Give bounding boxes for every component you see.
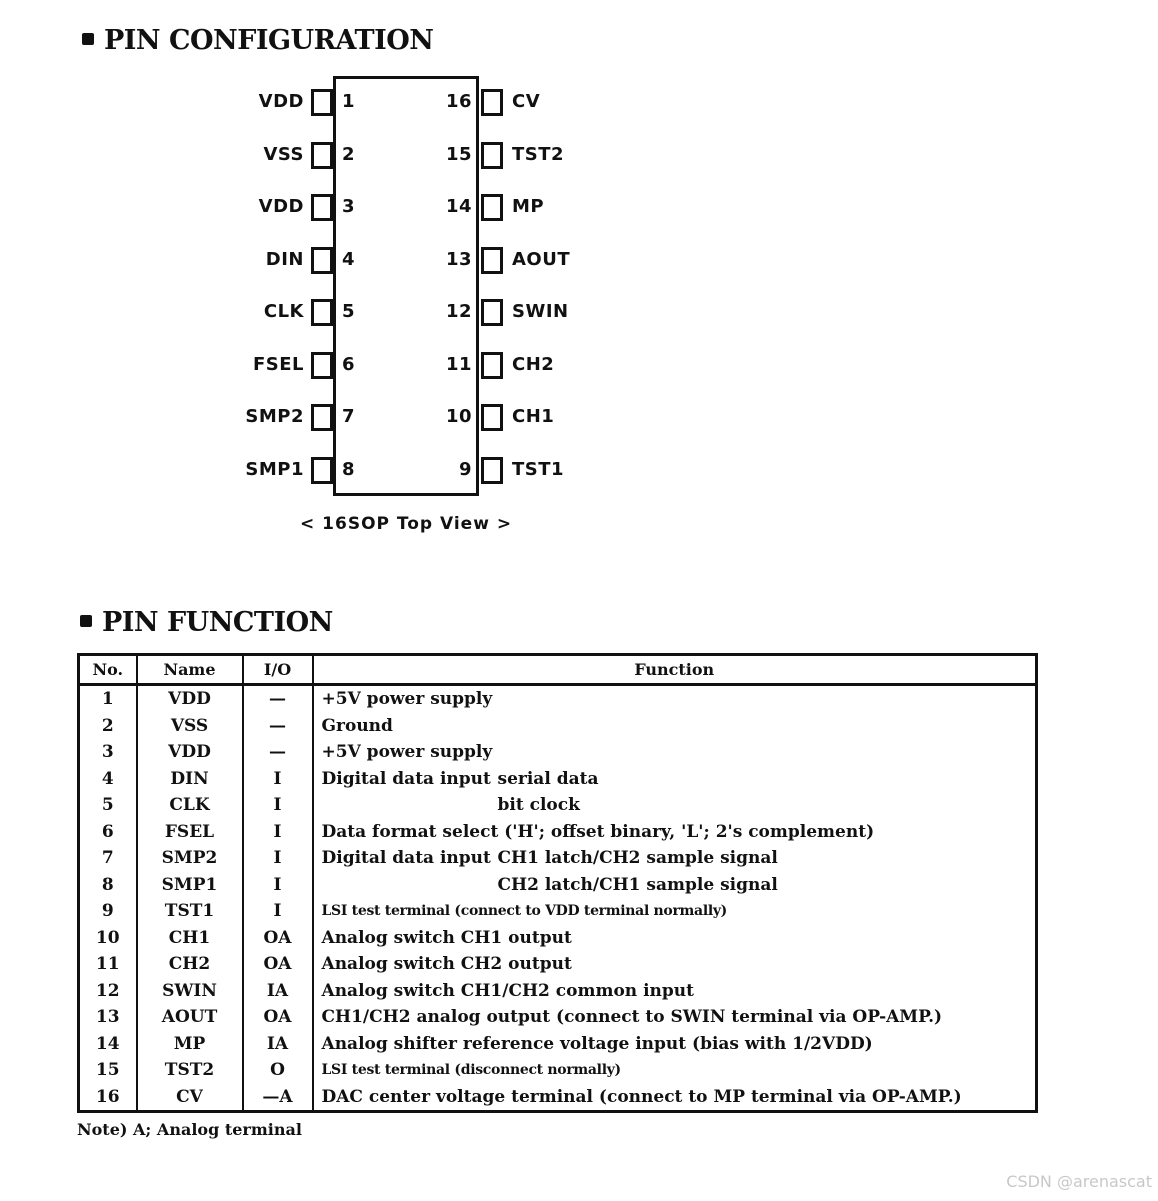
pin-1-number: 1 xyxy=(342,91,356,112)
pin-15-label: TST2 xyxy=(512,143,565,165)
cell-io: OA xyxy=(243,925,313,952)
pin-8-number: 8 xyxy=(342,458,356,480)
cell-no: 12 xyxy=(79,978,137,1005)
cell-function xyxy=(313,925,1037,952)
cell-function xyxy=(313,713,1037,740)
cell-name: FSEL xyxy=(137,819,243,846)
pin-10-lead xyxy=(481,404,503,431)
cell-name: CH1 xyxy=(137,925,243,952)
pin-7-number: 7 xyxy=(342,406,356,427)
cell-no: 13 xyxy=(79,1004,137,1031)
watermark: CSDN @arenascat xyxy=(1006,1172,1152,1191)
pin-6-label: FSEL xyxy=(252,353,304,375)
pin-16-lead xyxy=(481,89,503,116)
pin-1-label: VDD xyxy=(258,91,304,112)
cell-name: DIN xyxy=(137,766,243,793)
cell-function xyxy=(313,872,1037,899)
function-text: DAC center voltage terminal (connect to MP terminal via OP-AMP.) xyxy=(321,1086,962,1107)
pin-11-label: CH2 xyxy=(512,353,555,375)
cell-no: 10 xyxy=(79,925,137,952)
table-row xyxy=(79,1057,1037,1084)
pin-15-lead xyxy=(481,142,503,169)
function-text: +5V power supply xyxy=(321,689,493,710)
pin-11-number: 11 xyxy=(445,353,472,375)
cell-no: 7 xyxy=(79,845,137,872)
cell-no: 15 xyxy=(79,1057,137,1084)
pin-3-lead xyxy=(311,194,333,221)
cell-name: VSS xyxy=(137,713,243,740)
cell-name: CV xyxy=(137,1084,243,1112)
table-row xyxy=(79,872,1037,899)
cell-io: IA xyxy=(243,1031,313,1058)
pin-configuration-title: PIN CONFIGURATION xyxy=(82,27,433,54)
note: Note) A; Analog terminal xyxy=(77,1120,302,1139)
pin-2-lead xyxy=(311,142,333,169)
pin-2-label: VSS xyxy=(263,143,304,165)
cell-name: SMP1 xyxy=(137,872,243,899)
cell-io: I xyxy=(243,845,313,872)
function-detail: bit clock xyxy=(497,795,580,816)
pin-15-number: 15 xyxy=(445,143,472,165)
cell-no: 9 xyxy=(79,898,137,925)
function-text: LSI test terminal (disconnect normally) xyxy=(321,1062,621,1079)
pin-function-table xyxy=(77,653,1038,1113)
header-no: No. xyxy=(79,655,137,685)
pin-2-number: 2 xyxy=(342,143,356,165)
pin-4-lead xyxy=(311,247,333,274)
pin-9-label: TST1 xyxy=(512,458,565,480)
cell-name: MP xyxy=(137,1031,243,1058)
table-row xyxy=(79,766,1037,793)
pin-12-lead xyxy=(481,299,503,326)
pin-4-label: DIN xyxy=(265,248,304,270)
cell-name: AOUT xyxy=(137,1004,243,1031)
table-row xyxy=(79,713,1037,740)
cell-no: 11 xyxy=(79,951,137,978)
function-text: Data format select ('H'; offset binary, 'L'; 2's complement) xyxy=(321,821,875,842)
cell-io: OA xyxy=(243,951,313,978)
pin-function-title: PIN FUNCTION xyxy=(80,609,333,636)
cell-name: SMP2 xyxy=(137,845,243,872)
cell-no: 8 xyxy=(79,872,137,899)
pin-6-lead xyxy=(311,352,333,379)
cell-io: — xyxy=(243,739,313,766)
cell-io: O xyxy=(243,1057,313,1084)
table-row xyxy=(79,1031,1037,1058)
cell-io: IA xyxy=(243,978,313,1005)
table-row xyxy=(79,1004,1037,1031)
cell-function xyxy=(313,1057,1037,1084)
cell-name: CLK xyxy=(137,792,243,819)
cell-name: SWIN xyxy=(137,978,243,1005)
cell-io: OA xyxy=(243,1004,313,1031)
header-function: Function xyxy=(313,655,1037,685)
cell-name: VDD xyxy=(137,739,243,766)
pin-9-lead xyxy=(481,457,503,484)
cell-function xyxy=(313,845,1037,872)
pin-6-number: 6 xyxy=(342,353,356,375)
pin-11-lead xyxy=(481,352,503,379)
pin-14-lead xyxy=(481,194,503,221)
package-caption: < 16SOP Top View > xyxy=(300,514,513,534)
cell-io: —A xyxy=(243,1084,313,1112)
table-row xyxy=(79,792,1037,819)
cell-io: I xyxy=(243,898,313,925)
cell-io: I xyxy=(243,872,313,899)
pin-16-label: CV xyxy=(512,91,541,112)
pin-12-label: SWIN xyxy=(512,301,569,322)
pin-10-number: 10 xyxy=(445,406,472,427)
pin-16-number: 16 xyxy=(445,91,472,112)
table-row xyxy=(79,978,1037,1005)
cell-no: 4 xyxy=(79,766,137,793)
cell-function xyxy=(313,792,1037,819)
table-row xyxy=(79,685,1037,713)
pin-13-lead xyxy=(481,247,503,274)
cell-function xyxy=(313,951,1037,978)
pin-13-label: AOUT xyxy=(512,248,571,270)
function-text: Digital data input xyxy=(321,768,491,789)
function-text: CH1/CH2 analog output (connect to SWIN terminal via OP-AMP.) xyxy=(321,1007,943,1028)
function-text: Analog switch CH1 output xyxy=(321,927,572,948)
table-row xyxy=(79,845,1037,872)
pin-10-label: CH1 xyxy=(512,406,555,427)
chip-body xyxy=(333,76,479,496)
function-detail: serial data xyxy=(497,768,599,789)
cell-function xyxy=(313,766,1037,793)
pin-14-number: 14 xyxy=(445,196,472,217)
table-header-row xyxy=(79,655,1037,685)
pin-12-number: 12 xyxy=(445,301,472,322)
cell-function xyxy=(313,819,1037,846)
function-text: Digital data input xyxy=(321,848,491,869)
function-text: LSI test terminal (connect to VDD terminal normally) xyxy=(321,903,728,920)
cell-name: VDD xyxy=(137,685,243,713)
cell-function xyxy=(313,978,1037,1005)
cell-io: I xyxy=(243,766,313,793)
pin-7-label: SMP2 xyxy=(245,406,304,427)
function-text: Analog shifter reference voltage input (bias with 1/2VDD) xyxy=(321,1033,873,1054)
table-row xyxy=(79,739,1037,766)
cell-io: — xyxy=(243,713,313,740)
cell-io: — xyxy=(243,685,313,713)
cell-name: TST2 xyxy=(137,1057,243,1084)
bullet-icon xyxy=(80,615,92,627)
cell-name: TST1 xyxy=(137,898,243,925)
pin-13-number: 13 xyxy=(445,248,472,270)
cell-name: CH2 xyxy=(137,951,243,978)
table-row xyxy=(79,898,1037,925)
cell-no: 14 xyxy=(79,1031,137,1058)
cell-no: 2 xyxy=(79,713,137,740)
header-io: I/O xyxy=(243,655,313,685)
cell-no: 16 xyxy=(79,1084,137,1112)
table-row xyxy=(79,925,1037,952)
pin-4-number: 4 xyxy=(342,248,356,270)
table-row xyxy=(79,1084,1037,1112)
pin-1-lead xyxy=(311,89,333,116)
pin-5-label: CLK xyxy=(263,301,304,322)
cell-function xyxy=(313,685,1037,713)
table-row xyxy=(79,819,1037,846)
function-text: Analog switch CH1/CH2 common input xyxy=(321,980,694,1001)
function-detail: CH2 latch/CH1 sample signal xyxy=(497,874,778,895)
function-text: Ground xyxy=(321,715,393,736)
cell-function xyxy=(313,1031,1037,1058)
pin-5-lead xyxy=(311,299,333,326)
header-name: Name xyxy=(137,655,243,685)
function-text: +5V power supply xyxy=(321,742,493,763)
cell-io: I xyxy=(243,792,313,819)
table-row xyxy=(79,951,1037,978)
pin-8-lead xyxy=(311,457,333,484)
pin-3-label: VDD xyxy=(258,196,304,217)
cell-io: I xyxy=(243,819,313,846)
function-detail: CH1 latch/CH2 sample signal xyxy=(497,848,778,869)
pin-9-number: 9 xyxy=(458,458,472,480)
cell-no: 1 xyxy=(79,685,137,713)
pin-5-number: 5 xyxy=(342,301,356,322)
cell-no: 3 xyxy=(79,739,137,766)
pin-3-number: 3 xyxy=(342,196,356,217)
cell-no: 6 xyxy=(79,819,137,846)
cell-function xyxy=(313,739,1037,766)
bullet-icon xyxy=(82,33,94,45)
function-text: Analog switch CH2 output xyxy=(321,954,572,975)
cell-function xyxy=(313,1084,1037,1112)
pin-8-label: SMP1 xyxy=(245,458,304,480)
pin-7-lead xyxy=(311,404,333,431)
pin-14-label: MP xyxy=(512,196,545,217)
cell-no: 5 xyxy=(79,792,137,819)
cell-function xyxy=(313,1004,1037,1031)
cell-function xyxy=(313,898,1037,925)
